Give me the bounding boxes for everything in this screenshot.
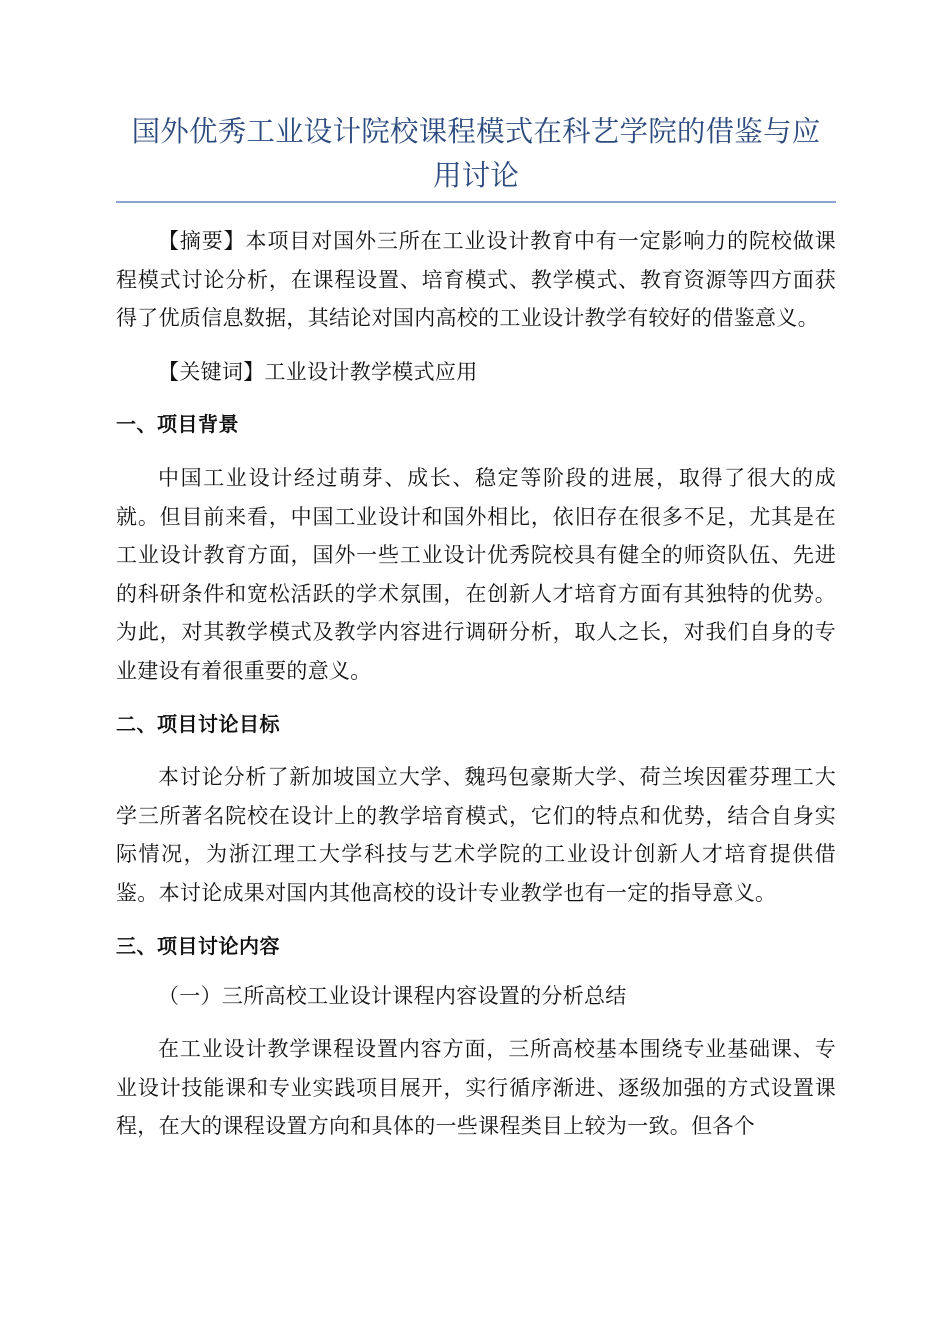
- document-title: 国外优秀工业设计院校课程模式在科艺学院的借鉴与应用讨论: [131, 115, 821, 192]
- section-heading-background: 一、项目背景: [116, 412, 239, 436]
- section-heading-content: 三、项目讨论内容: [116, 934, 280, 958]
- abstract-paragraph: 【摘要】本项目对国外三所在工业设计教育中有一定影响力的院校做课程模式讨论分析，在课程设置、培育模式、教学模式、教育资源等四方面获得了优质信息数据，其结论对国内高校的工业设计教学有较好的借鉴意义。: [116, 229, 836, 330]
- section-heading-goals: 二、项目讨论目标: [116, 712, 280, 736]
- title-underline: [116, 201, 836, 203]
- document-page: [116, 110, 836, 1146]
- section-paragraph-content: 在工业设计教学课程设置内容方面，三所高校基本围绕专业基础课、专业设计技能课和专业实践项目展开，实行循序渐进、逐级加强的方式设置课程，在大的课程设置方向和具体的一些课程类目上较为一致。但各个: [116, 1037, 836, 1138]
- section-paragraph-background: 中国工业设计经过萌芽、成长、稳定等阶段的进展，取得了很大的成就。但目前来看，中国工业设计和国外相比，依旧存在很多不足，尤其是在工业设计教育方面，国外一些工业设计优秀院校具有健全的师资队伍、先进的科研条件和宽松活跃的学术氛围，在创新人才培育方面有其独特的优势。为此，对其教学模式及教学内容进行调研分析，取人之长，对我们自身的专业建设有着很重要的意义。: [116, 466, 836, 683]
- section-paragraph-goals: 本讨论分析了新加坡国立大学、魏玛包豪斯大学、荷兰埃因霍芬理工大学三所著名院校在设计上的教学培育模式，它们的特点和优势，结合自身实际情况，为浙江理工大学科技与艺术学院的工业设计创新人才培育提供借鉴。本讨论成果对国内其他高校的设计专业教学也有一定的指导意义。: [116, 765, 836, 905]
- subsection-heading: （一）三所高校工业设计课程内容设置的分析总结: [158, 984, 627, 1008]
- keywords-paragraph: 【关键词】工业设计教学模式应用: [158, 359, 478, 384]
